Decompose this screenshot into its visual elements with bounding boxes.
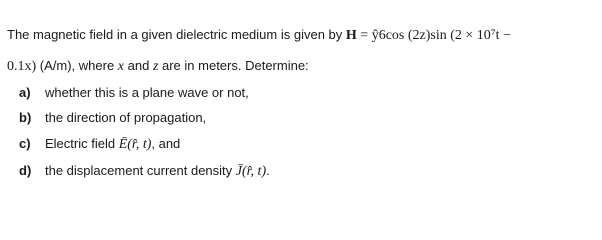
tail-text: are in meters. Determine: [158, 58, 309, 73]
field-symbol: H [345, 28, 357, 43]
intro-text: The magnetic field in a given dielectric medium is given by [7, 27, 343, 42]
question-item-b [19, 110, 206, 126]
question-item-c [19, 136, 180, 153]
variable-z: z [152, 59, 159, 74]
problem-statement-line-1 [7, 27, 511, 44]
item-label: b) [19, 110, 32, 125]
field-expression-part-1: ŷ6cos (2z)sin (2 × 10⁷t − [371, 28, 511, 43]
equals-sign: = [356, 28, 372, 43]
item-label: d) [19, 163, 32, 178]
item-suffix: , and [151, 136, 181, 151]
item-text: Electric field [45, 136, 119, 151]
item-text: whether this is a plane wave or not, [45, 85, 249, 100]
units-text: (A/m), where [36, 58, 118, 73]
item-label: a) [19, 85, 31, 100]
current-density-expression: J̄(r̂, t) [235, 164, 267, 179]
and-text: and [124, 58, 153, 73]
item-text: the displacement current density [45, 163, 236, 178]
item-suffix: . [266, 163, 270, 178]
item-label: c) [19, 136, 31, 151]
field-expression-part-2: 0.1x) [7, 59, 37, 74]
electric-field-expression: Ē(r̂, t) [118, 137, 152, 152]
question-item-d [19, 163, 270, 180]
question-item-a [19, 85, 249, 101]
variable-x: x [117, 59, 125, 74]
problem-statement-line-2 [7, 58, 309, 75]
item-text: the direction of propagation, [45, 110, 207, 125]
